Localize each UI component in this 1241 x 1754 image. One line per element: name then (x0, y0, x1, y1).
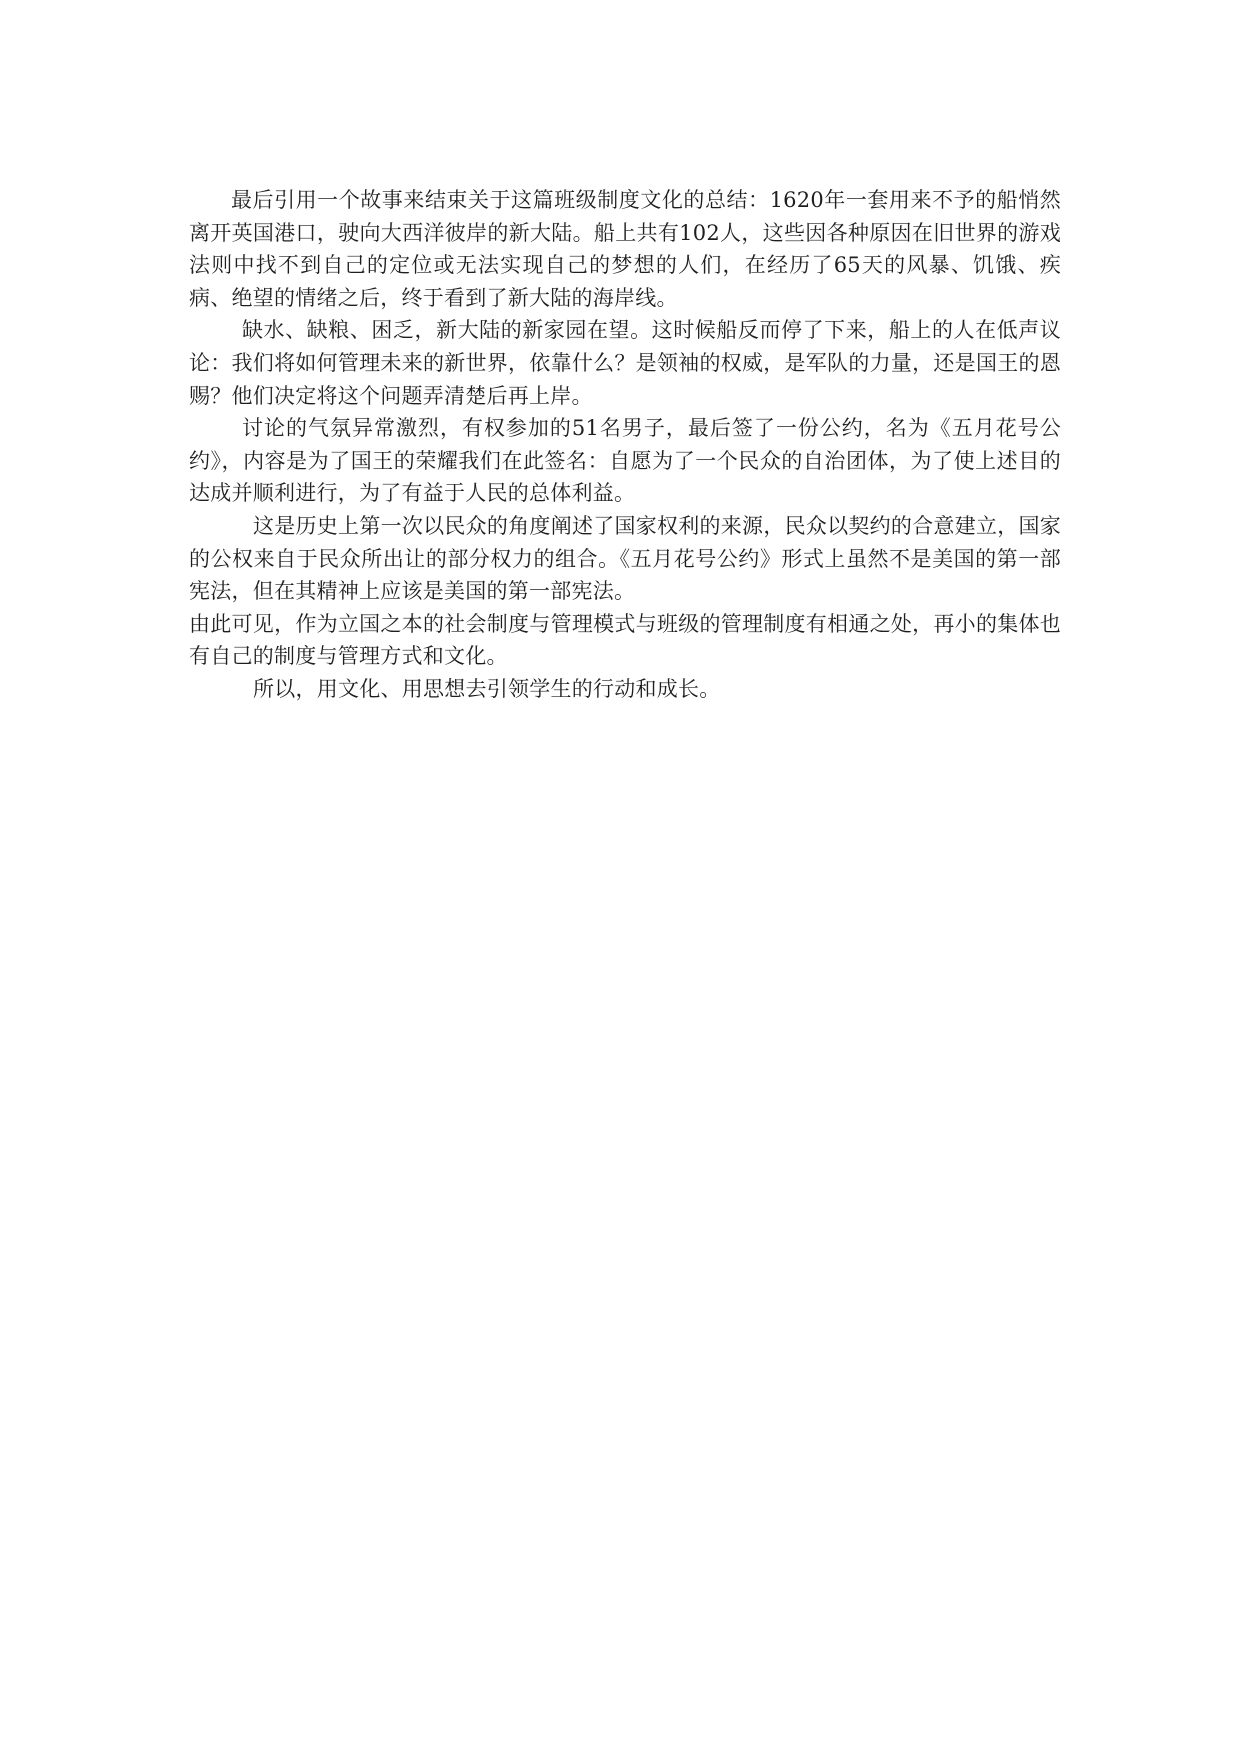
paragraph-new-world-debate: 缺水、缺粮、困乏，新大陆的新家园在望。这时候船反而停了下来，船上的人在低声议论：我们将如何管理未来的新世界，依靠什么？是领袖的权威，是军队的力量，还是国王的恩赐？他们决定将这个问题弄清楚后再上岸。 (189, 318, 1061, 408)
paragraph-mayflower-story: 最后引用一个故事来结束关于这篇班级制度文化的总结：1620年一套用来不予的船悄然离开英国港口，驶向大西洋彼岸的新大陆。船上共有102人，这些因各种原因在旧世界的游戏法则中找不到自己的定位或无法实现自己的梦想的人们，在经历了65天的风暴、饥饿、疾病、绝望的情绪之后，终于看到了新大陆的海岸线。 (189, 188, 1061, 310)
paragraph-historical-significance: 这是历史上第一次以民众的角度阐述了国家权利的来源，民众以契约的合意建立，国家的公权来自于民众所出让的部分权力的组合。《五月花号公约》形式上虽然不是美国的第一部宪法，但在其精神上应该是美国的第一部宪法。 (189, 513, 1061, 604)
document-body (189, 184, 1061, 706)
paragraph-conclusion: 所以，用文化、用思想去引领学生的行动和成长。 (253, 676, 721, 701)
paragraph-compact-signing: 讨论的气氛异常激烈，有权参加的51名男子，最后签了一份公约，名为《五月花号公约》，内容是为了国王的荣耀我们在此签名：自愿为了一个民众的自治团体，为了使上述目的达成并顺利进行，为了有益于人民的总体利益。 (189, 416, 1061, 506)
paragraph-class-comparison: 由此可见，作为立国之本的社会制度与管理模式与班级的管理制度有相通之处，再小的集体也有自己的制度与管理方式和文化。 (189, 611, 1061, 669)
